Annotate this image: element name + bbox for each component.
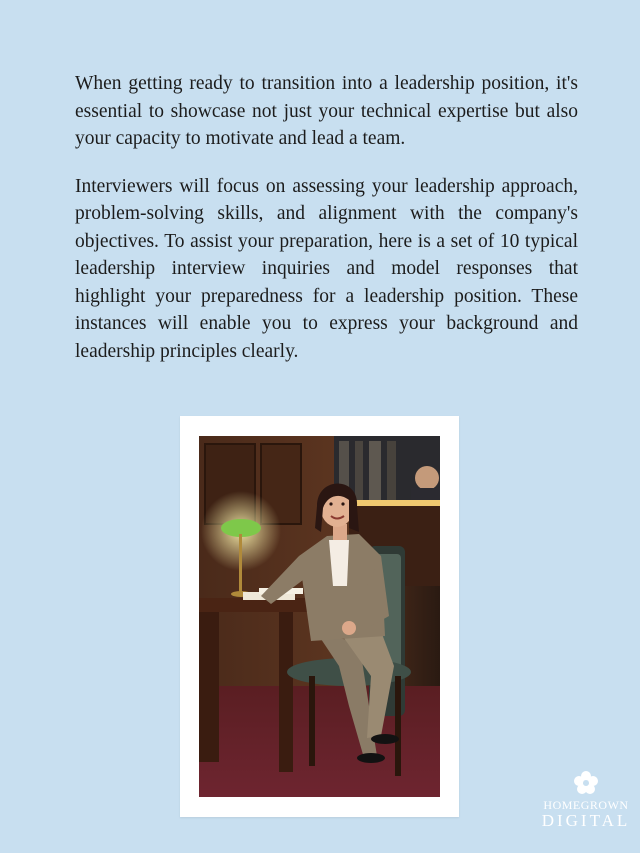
intro-text [75, 70, 578, 385]
businesswoman-photo [199, 436, 440, 797]
flower-icon [573, 770, 599, 796]
logo-text-homegrown: HOMEGROWN [543, 798, 629, 812]
paragraph-2: Interviewers will focus on assessing your leadership approach, problem-solving skills, and alignment with the company's objectives. To assist your preparation, here is a set of 10 typical leadership interview inquiries and model responses that highlight your preparedness for a leadership position. These instances will enable you to express your background and leadership principles clearly. [75, 175, 578, 362]
logo-text-digital: DIGITAL [541, 811, 631, 830]
photo-frame [180, 416, 459, 817]
homegrown-digital-logo [536, 770, 636, 840]
paragraph-1: When getting ready to transition into a leadership position, it's essential to showcase not just your technical expertise but also your capacity to motivate and lead a team. [75, 73, 578, 149]
